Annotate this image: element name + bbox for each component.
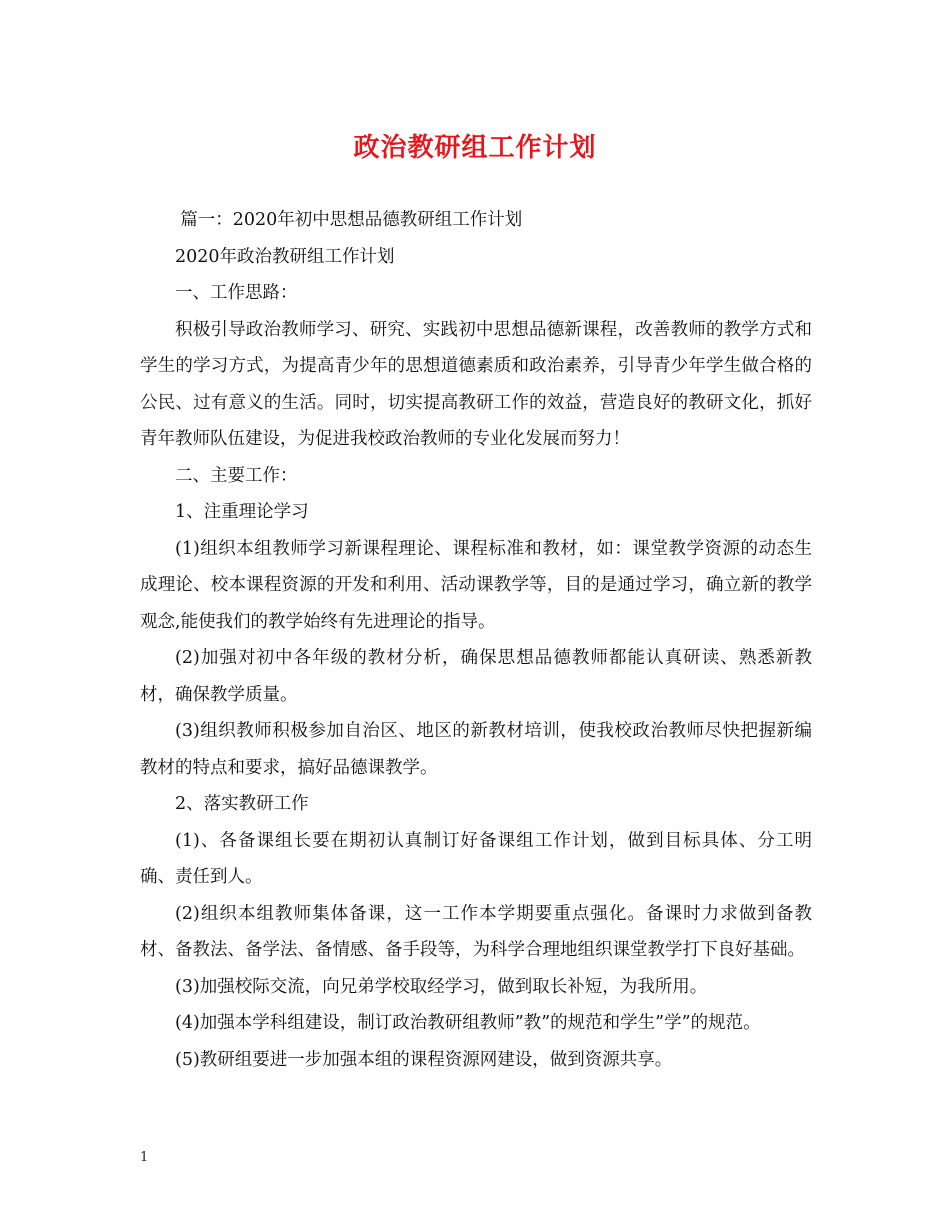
- paragraph: (4)加强本学科组建设，制订政治教研组教师”教”的规范和学生”学”的规范。: [175, 1013, 761, 1033]
- paragraph-section-heading: 一、工作思路：: [175, 283, 298, 303]
- paragraph: (2)组织本组教师集体备课，这一工作本学期要重点强化。备课时力求做到备教材、备教法、备学法、备情感、备手段等，为科学合理地组织课堂教学打下良好基础。: [140, 903, 812, 960]
- paragraph-subtitle: 2020年政治教研组工作计划: [175, 246, 395, 267]
- paragraph-subsection-heading: 2、落实教研工作: [175, 794, 309, 814]
- paragraph: (3)组织教师积极参加自治区、地区的新教材培训，使我校政治教师尽快把握新编教材的特点和要求，搞好品德课教学。: [140, 721, 812, 778]
- page-number: 1: [140, 1150, 149, 1165]
- paragraph: (1)、各备课组长要在期初认真制订好备课组工作计划，做到目标具体、分工明确、责任到人。: [140, 830, 812, 887]
- document-title: 政治教研组工作计划: [353, 133, 597, 163]
- paragraph: 积极引导政治教师学习、研究、实践初中思想品德新课程，改善教师的教学方式和学生的学习方式，为提高青少年的思想道德素质和政治素养，引导青少年学生做合格的公民、过有意义的生活。同时，切实提高教研工作的效益，营造良好的教研文化，抓好青年教师队伍建设，为促进我校政治教师的专业化发展而努力！: [140, 319, 812, 449]
- paragraph: (1)组织本组教师学习新课程理论、课程标准和教材，如：课堂教学资源的动态生成理论、校本课程资源的开发和利用、活动课教学等，目的是通过学习，确立新的教学观念,能使我们的教学始终有先进理论的指导。: [140, 538, 812, 632]
- paragraph-chapter-heading: 篇一：2020年初中思想品德教研组工作计划: [180, 210, 523, 230]
- paragraph: (5)教研组要进一步加强本组的课程资源网建设，做到资源共享。: [175, 1049, 673, 1070]
- document-body: [140, 202, 812, 1078]
- paragraph: (3)加强校际交流，向兄弟学校取经学习，做到取长补短，为我所用。: [175, 976, 708, 997]
- paragraph: (2)加强对初中各年级的教材分析，确保思想品德教师都能认真研读、熟悉新教材，确保教学质量。: [140, 648, 812, 705]
- paragraph-section-heading: 二、主要工作：: [175, 465, 298, 486]
- paragraph-subsection-heading: 1、注重理论学习: [175, 502, 309, 522]
